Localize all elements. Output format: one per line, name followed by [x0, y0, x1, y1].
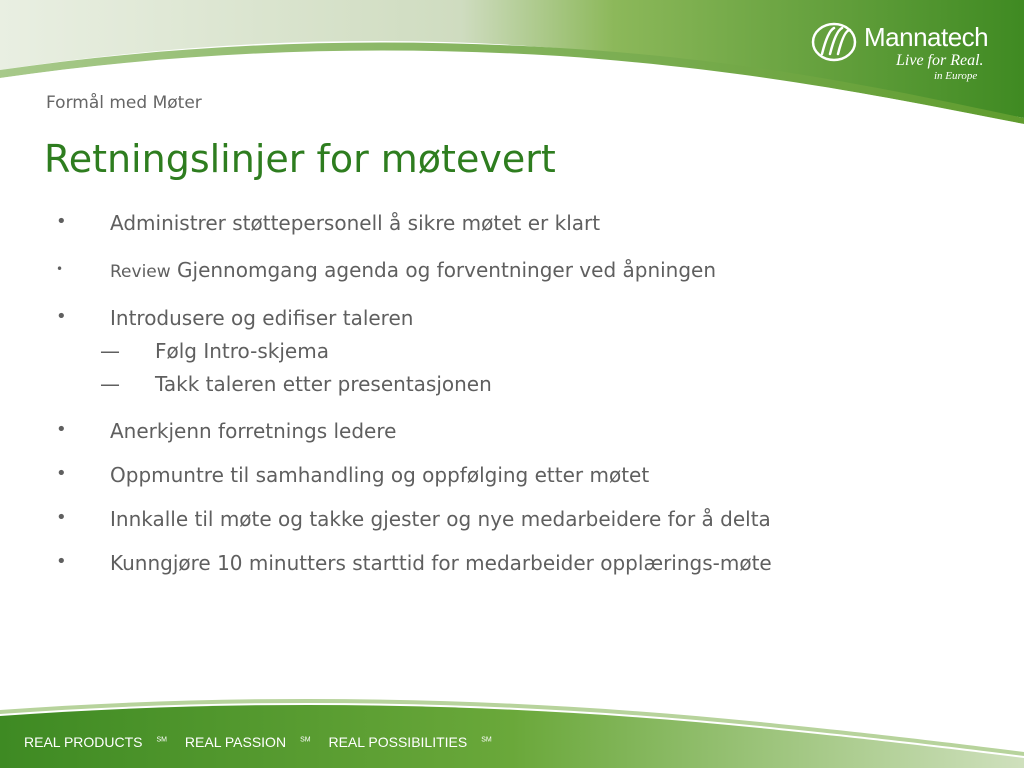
bullet-dot-icon: • [56, 419, 67, 440]
slide-subtitle: Formål med Møter [46, 93, 202, 113]
bullet-dot-icon: • [56, 211, 67, 232]
sub-bullet-item-2: Takk taleren etter presentasjonen [155, 372, 492, 396]
bullet-item-2 [110, 258, 716, 282]
bullet-item-3: Introdusere og edifiser taleren [110, 306, 414, 330]
bullet-dot-icon: • [56, 507, 67, 528]
bullet-dot-icon: • [56, 463, 67, 484]
footer-band [0, 688, 1024, 768]
bullet-item-4: Anerkjenn forretnings ledere [110, 419, 397, 443]
logo-mark-icon [810, 20, 860, 64]
bullet-dot-icon: • [56, 306, 67, 327]
bullet-item-5: Oppmuntre til samhandling og oppfølging etter møtet [110, 463, 650, 487]
slide-title: Retningslinjer for møtevert [44, 137, 556, 181]
bullet-item-2-text: Gjennomgang agenda og forventninger ved åpningen [177, 258, 717, 282]
bullet-item-1: Administrer støttepersonell å sikre møtet er klart [110, 211, 601, 235]
footer-item-2: REAL PASSION ℠ [184, 734, 311, 750]
dash-icon: — [100, 339, 120, 363]
brand-region: in Europe [934, 70, 978, 82]
bullet-dot-icon: • [56, 551, 67, 572]
bullet-item-2-prefix: Review [110, 262, 171, 282]
bullet-dot-icon: • [56, 262, 64, 276]
brand-name: Mannatech [864, 22, 989, 52]
mannatech-logo [810, 16, 1000, 86]
dash-icon: — [100, 372, 120, 396]
brand-tagline: Live for Real. [896, 52, 984, 69]
footer-item-1: REAL PRODUCTS ℠ [24, 734, 168, 750]
bullet-item-7: Kunngjøre 10 minutters starttid for medarbeider opplærings-møte [110, 551, 772, 575]
footer-slogans [24, 734, 506, 750]
bullet-item-6: Innkalle til møte og takke gjester og nye medarbeidere for å delta [110, 507, 771, 531]
sub-bullet-item-1: Følg Intro-skjema [155, 339, 329, 363]
footer-item-3: REAL POSSIBILITIES ℠ [328, 734, 492, 750]
